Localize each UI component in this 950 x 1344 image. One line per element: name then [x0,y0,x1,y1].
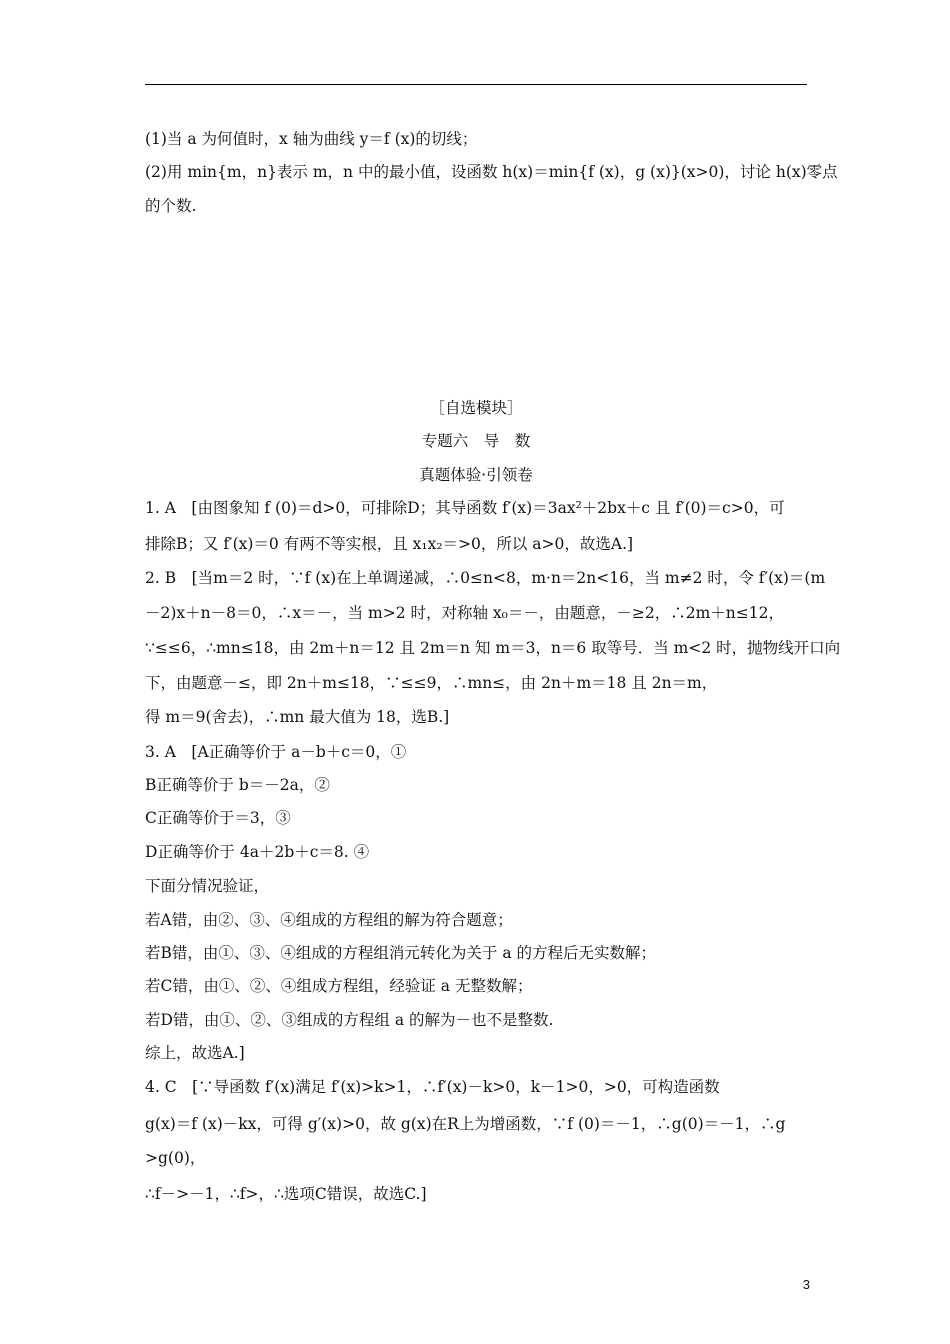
module-title: ［自选模块］ [429,399,523,417]
problem-line-3: 的个数. [145,197,197,215]
answer-line: ∵≤≤6，∴mn≤18，由 2m＋n＝12 且 2m＝n 知 m＝3，n＝6 取等号．当 m<2 时，抛物线开口向 [145,639,841,657]
topic-title: 专题六 导 数 [421,432,531,450]
section-title: 真题体验·引领卷 [419,466,533,484]
answer-line: D正确等价于 4a＋2b＋c＝8. ④ [145,843,370,861]
answer-line: 3. A [A正确等价于 a－b＋c＝0，① [145,743,407,761]
answer-line: 若D错，由①、②、③组成的方程组 a 的解为－也不是整数. [145,1011,554,1029]
answer-line: C正确等价于＝3，③ [145,809,291,827]
answer-line: ∴f－>－1，∴f>，∴选项C错误，故选C.] [145,1185,427,1203]
answer-line: 2. B [当m＝2 时，∵f (x)在上单调递减，∴0≤n<8，m·n＝2n<16，当 m≠2 时，令 f′(x)＝(m [145,569,826,587]
answer-line: 若B错，由①、③、④组成的方程组消元转化为关于 a 的方程后无实数解； [145,944,656,962]
answer-line: 下，由题意－≤，即 2n＋m≤18，∵≤≤9，∴mn≤，由 2n＋m＝18 且 2n＝m， [145,674,718,692]
answer-line: 排除B；又 f′(x)＝0 有两不等实根，且 x₁x₂＝>0，所以 a>0，故选A.] [145,535,634,553]
answer-line: B正确等价于 b＝－2a，② [145,776,330,794]
answer-line: 得 m＝9(舍去)，∴mn 最大值为 18，选B.] [145,708,450,726]
page-number: 3 [802,1277,810,1292]
answer-line: g(x)＝f (x)－kx，可得 g′(x)>0，故 g(x)在R上为增函数，∵f (0)＝－1，∴g(0)＝－1，∴g [145,1115,786,1133]
answer-line: 4. C [∵导函数 f′(x)满足 f′(x)>k>1，∴f′(x)－k>0，k－1>0，>0，可构造函数 [145,1078,720,1096]
header-rule [145,84,807,85]
problem-line-1: (1)当 a 为何值时，x 轴为曲线 y＝f (x)的切线； [145,130,478,148]
answer-line: 若C错，由①、②、④组成方程组，经验证 a 无整数解； [145,977,533,995]
answer-line: 综上，故选A.] [145,1044,245,1062]
answer-line: 下面分情况验证， [145,877,270,895]
answer-line: >g(0)， [145,1149,206,1167]
answer-line: 若A错，由②、③、④组成的方程组的解为符合题意； [145,911,513,929]
problem-line-2: (2)用 min{m，n}表示 m，n 中的最小值，设函数 h(x)＝min{f (x)，g (x)}(x>0)，讨论 h(x)零点 [145,163,838,181]
answer-line: 1. A [由图象知 f (0)＝d>0，可排除D；其导函数 f′(x)＝3ax²＋2bx＋c 且 f′(0)＝c>0，可 [145,499,785,517]
answer-line: －2)x＋n－8＝0，∴x＝－，当 m>2 时，对称轴 x₀＝－，由题意，－≥2，∴2m＋n≤12， [145,604,784,622]
